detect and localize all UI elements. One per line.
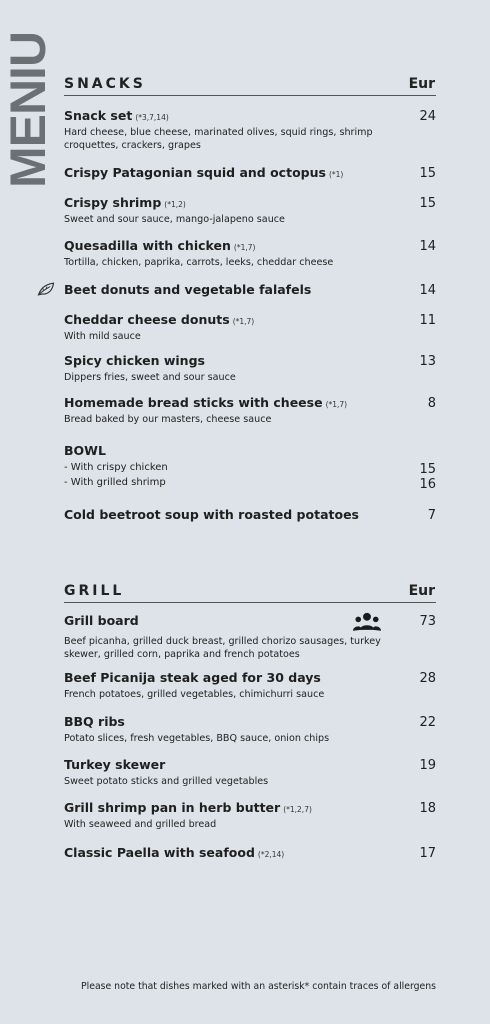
item-description: Dippers fries, sweet and sour sauce [64,372,236,383]
snacks-currency: Eur [408,76,435,92]
menu-item [64,108,436,152]
item-name: Grill board [64,613,139,628]
item-description: Sweet potato sticks and grilled vegetables [64,776,269,787]
item-name: Crispy Patagonian squid and octopus [64,165,326,180]
bowl-option [64,477,436,492]
item-name: Beef Picanija steak aged for 30 days [64,670,321,685]
item-price: 24 [419,109,436,124]
item-price: 14 [419,283,436,298]
menu-item [64,670,436,701]
bowl-item [64,443,436,492]
item-description: Sweet and sour sauce, mango-jalapeno sauce [64,214,285,225]
item-name: Homemade bread sticks with cheese [64,395,323,410]
item-description: Beef picanha, grilled duck breast, grilled chorizo sausages, turkey skewer, grilled corn, paprika and french potatoes [64,636,381,660]
menu-item [64,238,436,269]
grill-currency: Eur [408,583,435,599]
menu-item [64,165,436,181]
menu-item [64,507,436,523]
bowl-option [64,462,436,477]
menu-item [64,195,436,226]
grill-header [64,577,436,603]
item-name: Cold beetroot soup with roasted potatoes [64,507,359,522]
menu-item [64,757,436,788]
item-description: Potato slices, fresh vegetables, BBQ sauce, onion chips [64,733,330,744]
item-name: Spicy chicken wings [64,353,205,368]
menu-item [64,353,436,384]
item-description: With seaweed and grilled bread [64,819,217,830]
item-allergens: (*1) [328,170,344,179]
item-description: Tortilla, chicken, paprika, carrots, leeks, cheddar cheese [64,257,334,268]
menu-item [64,395,436,426]
item-allergens: (*1,2) [164,200,186,209]
leaf-icon [36,279,56,299]
snacks-section [64,70,436,530]
item-price: 15 [419,166,436,181]
bowl-option-price: 15 [419,462,436,477]
item-description: Hard cheese, blue cheese, marinated olives, squid rings, shrimp croquettes, crackers, grapes [64,127,373,151]
item-name: Grill shrimp pan in herb butter [64,800,281,815]
item-description: Bread baked by our masters, cheese sauce [64,414,272,425]
item-allergens: (*1,7) [233,243,256,252]
bowl-option-price: 16 [419,477,436,492]
bowl-option-label: - With crispy chicken [64,462,168,473]
grill-title: GRILL [64,583,125,599]
item-price: 22 [419,715,436,730]
item-name: BBQ ribs [64,714,125,729]
snacks-header [64,70,436,96]
grill-section [64,577,436,877]
bowl-name: BOWL [64,443,106,458]
item-price: 11 [419,313,436,328]
item-name: Classic Paella with seafood [64,845,255,860]
item-price: 8 [427,396,436,411]
item-allergens: (*1,7) [325,400,348,409]
snacks-title: SNACKS [64,76,146,92]
menu-item [64,282,436,298]
item-price: 13 [419,354,436,369]
item-allergens: (*1,2,7) [283,805,312,814]
item-name: Beet donuts and vegetable falafels [64,282,312,297]
item-price: 18 [419,801,436,816]
item-price: 28 [419,671,436,686]
side-title-text: MENIU [0,31,56,188]
menu-item [64,312,436,343]
item-name: Snack set [64,108,133,123]
item-price: 7 [427,508,436,523]
item-price: 14 [419,239,436,254]
item-name: Cheddar cheese donuts [64,312,230,327]
item-name: Turkey skewer [64,757,166,772]
menu-item [64,845,436,861]
item-price: 73 [419,614,436,629]
item-allergens: (*3,7,14) [135,113,169,122]
bowl-option-label: - With grilled shrimp [64,477,166,488]
menu-item [64,800,436,831]
item-price: 15 [419,196,436,211]
item-name: Crispy shrimp [64,195,162,210]
item-description: French potatoes, grilled vegetables, chimichurri sauce [64,689,325,700]
group-people-icon [353,610,381,634]
menu-item [64,714,436,745]
item-name: Quesadilla with chicken [64,238,231,253]
item-price: 17 [419,846,436,861]
side-title [2,12,54,207]
allergen-footnote: Please note that dishes marked with an asterisk* contain traces of allergens [81,981,436,992]
item-price: 19 [419,758,436,773]
item-allergens: (*1,7) [232,317,255,326]
item-description: With mild sauce [64,331,141,342]
item-allergens: (*2,14) [257,850,285,859]
menu-item [64,613,436,661]
